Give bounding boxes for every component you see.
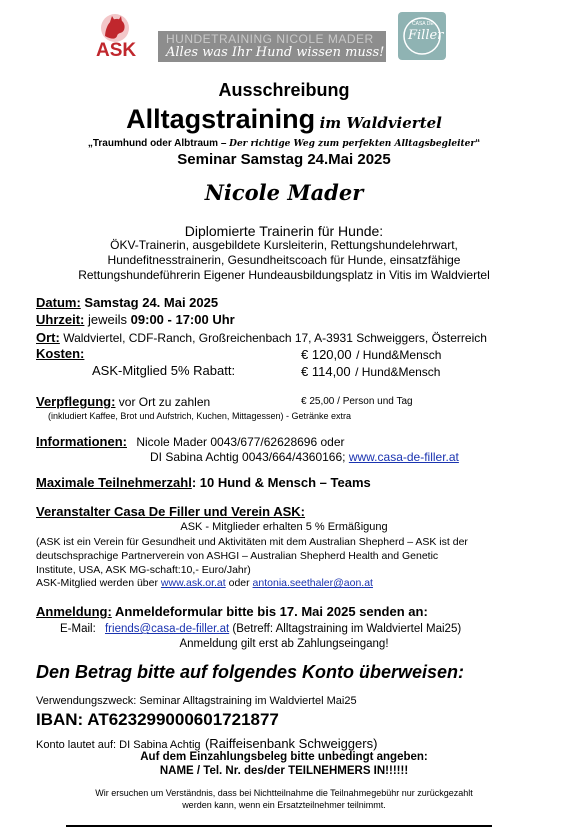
main-title-text: Alltagstraining xyxy=(126,104,316,134)
trainer-name: Nicole Mader xyxy=(204,180,364,205)
payment-heading: Den Betrag bitte auf folgendes Konto überweisen: xyxy=(36,662,465,682)
iban: IBAN: AT623299000601721877 xyxy=(36,710,279,729)
datum-value: Samstag 24. Mai 2025 xyxy=(84,295,219,310)
qualification-line: Hundefitnesstrainerin, Gesundheitscoach für Hunde, einsatzfähige xyxy=(107,253,461,267)
filler-logo-small: CASA DE xyxy=(412,21,434,27)
uhrzeit-value: 09:00 - 17:00 Uhr xyxy=(130,312,235,327)
informationen-row xyxy=(36,434,345,449)
kosten-price: € 120,00 xyxy=(301,347,352,362)
registration-email-link[interactable]: friends@casa-de-filler.at xyxy=(104,623,230,635)
teilnehmer-value: : 10 Hund & Mensch – Teams xyxy=(191,475,371,490)
casa-de-filler-logo xyxy=(398,12,446,60)
email-subject-note: (Betreff: Alltagstraining im Waldviertel Mai25) xyxy=(232,623,462,635)
payment-condition: Anmeldung gilt erst ab Zahlungseingang! xyxy=(179,638,389,650)
ask-membership-or: oder xyxy=(228,577,250,589)
teilnehmer-row xyxy=(36,475,371,490)
logo-bar xyxy=(0,0,568,70)
datum-label: Datum: xyxy=(36,295,81,310)
anmeldung-text: Anmeldeformular bitte bis 17. Mai 2025 senden an: xyxy=(114,604,428,619)
ort-row xyxy=(36,330,487,345)
kosten-unit: / Hund&Mensch xyxy=(356,348,442,362)
footer-note: werden kann, wenn ein Ersatzteilnehmer teilnimmt. xyxy=(182,800,386,810)
document-type: Ausschreibung xyxy=(218,80,350,100)
veranstalter-text: deutschsprachige Partnerverein von ASHGI – Australian Shepherd Health and Genetic xyxy=(36,550,439,562)
verpflegung-text: vor Ort zu zahlen xyxy=(118,395,211,409)
ask-discount-label: ASK-Mitglied 5% Rabatt: xyxy=(92,363,236,378)
informationen-line2-row xyxy=(150,450,459,464)
ask-logo-text: ASK xyxy=(96,40,137,61)
ask-website-link[interactable]: www.ask.or.at xyxy=(160,577,226,589)
beleg-instruction: Auf dem Einzahlungsbeleg bitte unbedingt angeben: xyxy=(140,751,428,763)
banner-slogan: Alles was Ihr Hund wissen muss! xyxy=(166,45,385,60)
veranstalter-heading: Veranstalter Casa De Filler und Verein ASK: xyxy=(36,504,306,519)
subtitle-c: “ xyxy=(475,138,481,149)
verpflegung-label: Verpflegung: xyxy=(36,394,116,409)
uhrzeit-pre: jeweils xyxy=(88,312,128,327)
veranstalter-text: Institute, USA, ASK MG-schaft:10,- Euro/Jahr) xyxy=(36,564,251,576)
ask-price-row xyxy=(301,363,440,381)
email-label: E-Mail: xyxy=(60,623,96,635)
verpflegung-row xyxy=(36,394,210,409)
filler-logo-text: Filler xyxy=(408,28,444,43)
ask-discount-note: ASK - Mitglieder erhalten 5 % Ermäßigung xyxy=(180,521,388,533)
qualification-line: ÖKV-Trainerin, ausgebildete Kursleiterin, Rettungshundelehrwart, xyxy=(110,238,458,252)
informationen-line2: DI Sabina Achtig 0043/664/4360166; xyxy=(150,450,346,464)
informationen-line1: Nicole Mader 0043/677/62628696 oder xyxy=(136,435,345,449)
subtitle-b: Der richtige Weg zum perfekten Alltagsbegleiter xyxy=(229,139,476,149)
konto-bank: (Raiffeisenbank Schweiggers) xyxy=(204,736,378,751)
kosten-price-row xyxy=(301,346,441,364)
main-title-suffix: im Waldviertel xyxy=(319,114,442,132)
seminar-date-heading: Seminar Samstag 24.Mai 2025 xyxy=(177,151,391,168)
banner-title: HUNDETRAINING NICOLE MADER xyxy=(166,32,374,46)
bottom-rule xyxy=(66,825,492,827)
casa-de-filler-link[interactable]: www.casa-de-filler.at xyxy=(348,450,459,464)
kosten-label-row xyxy=(36,346,84,361)
uhrzeit-row xyxy=(36,312,235,327)
hundetraining-banner xyxy=(158,31,386,62)
anmeldung-email-row xyxy=(60,623,461,635)
subtitle xyxy=(0,138,568,149)
verpflegung-price: € 25,00 / Person und Tag xyxy=(301,396,413,407)
uhrzeit-label: Uhrzeit: xyxy=(36,312,85,327)
datum-row xyxy=(36,295,218,310)
ask-membership-row xyxy=(36,577,373,589)
konto-holder: Konto lautet auf: DI Sabina Achtig xyxy=(36,739,201,751)
anmeldung-row xyxy=(36,604,428,619)
main-title xyxy=(0,104,568,134)
ask-logo xyxy=(92,10,138,66)
ask-membership-text: ASK-Mitglied werden über xyxy=(36,577,158,589)
verwendungszweck: Verwendungszweck: Seminar Alltagstraining im Waldviertel Mai25 xyxy=(36,695,357,707)
footer-note: Wir ersuchen um Verständnis, dass bei Nichtteilnahme die Teilnahmegebühr nur zurückgezahlt xyxy=(95,788,473,798)
veranstalter-text: (ASK ist ein Verein für Gesundheit und Aktivitäten mit dem Australian Shepherd – ASK ist der xyxy=(36,536,468,548)
ort-value: Waldviertel, CDF-Ranch, Großreichenbach 17, A-3931 Schweiggers, Österreich xyxy=(63,331,487,345)
subtitle-a: „Traumhund oder Albtraum – xyxy=(87,138,227,149)
ask-unit: / Hund&Mensch xyxy=(355,365,441,379)
anmeldung-label: Anmeldung: xyxy=(36,604,112,619)
ort-label: Ort: xyxy=(36,330,60,345)
teilnehmer-label: Maximale Teilnehmerzahl xyxy=(36,475,192,490)
informationen-label: Informationen: xyxy=(36,434,127,449)
qualification-heading: Diplomierte Trainerin für Hunde: xyxy=(184,223,384,239)
kosten-label: Kosten: xyxy=(36,346,85,361)
beleg-name-note: NAME / Tel. Nr. des/der TEILNEHMERS IN!!!!!! xyxy=(159,765,409,777)
ask-price: € 114,00 xyxy=(301,364,351,379)
verpflegung-note: (inkludiert Kaffee, Brot und Aufstrich, Kuchen, Mittagessen) - Getränke extra xyxy=(48,411,351,421)
qualification-line: Rettungshundeführerin Eigener Hundeausbildungsplatz in Vitis im Waldviertel xyxy=(78,268,490,282)
ask-email-link[interactable]: antonia.seethaler@aon.at xyxy=(252,577,373,589)
